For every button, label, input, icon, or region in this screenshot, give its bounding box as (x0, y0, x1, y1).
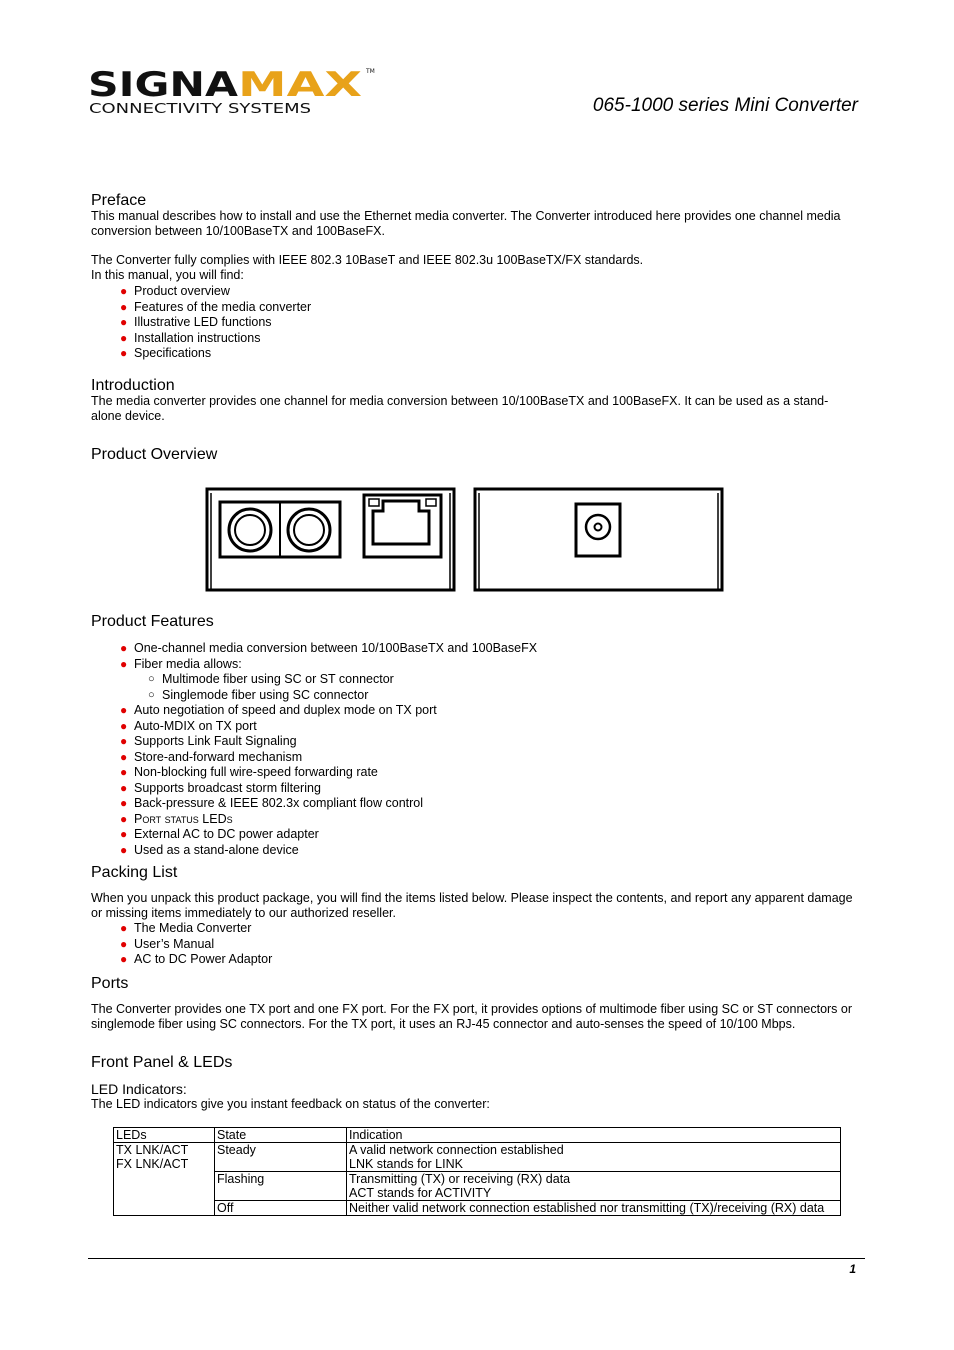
led-name: FX LNK/ACT (116, 1157, 189, 1171)
list-item: ● Product overview (120, 284, 230, 298)
features-list (120, 641, 537, 858)
bullet-icon: ● (120, 330, 128, 345)
list-item: ● Used as a stand-alone device (120, 842, 299, 857)
bullet-icon: ● (120, 315, 128, 329)
preface-list (120, 284, 311, 362)
bullet-icon: ● (120, 299, 128, 314)
list-item: ● External AC to DC power adapter (120, 827, 319, 841)
indication-cell: Transmitting (TX) or receiving (RX) data ACT stands for ACTIVITY (347, 1172, 841, 1201)
bullet-icon: ● (120, 734, 128, 748)
bullet-icon: ● (120, 703, 128, 717)
list-item: ● Non-blocking full wire-speed forwarding rate (120, 765, 378, 779)
introduction-heading: Introduction (91, 377, 175, 394)
sub-list-item: ○ Singlemode fiber using SC connector (148, 687, 369, 702)
table-row (114, 1143, 841, 1172)
list-item: ● Installation instructions (120, 330, 261, 345)
list-item: ● The Media Converter (120, 921, 252, 935)
indication-cell: A valid network connection established LNK stands for LINK (347, 1143, 841, 1172)
ports-heading: Ports (91, 975, 129, 992)
introduction-paragraph: The media converter provides one channel for media conversion between 10/100BaseTX and 100BaseFX. It can be used as a stand-alone device. (91, 394, 829, 423)
bullet-icon: ● (120, 284, 128, 298)
bullet-icon: ● (120, 921, 128, 935)
dc-power-jack-icon (576, 504, 620, 556)
table-row (114, 1172, 841, 1201)
overview-heading: Product Overview (91, 446, 218, 463)
bullet-icon: ● (120, 952, 128, 966)
table-header-row (114, 1128, 841, 1143)
list-item: ● Port status LEDs (120, 811, 233, 826)
front-panel-drawing (207, 489, 454, 590)
preface-paragraph-1: This manual describes how to install and use the Ethernet media converter. The Converter introduced here provides one channel media conversion between 10/100BaseTX and 100BaseFX. (91, 209, 841, 238)
signamax-logo (88, 66, 378, 118)
bullet-icon: ● (120, 656, 128, 671)
list-item: ● Auto negotiation of speed and duplex mode on TX port (120, 703, 437, 717)
list-item: ● Supports broadcast storm filtering (120, 780, 321, 795)
bullet-icon: ● (120, 811, 128, 826)
leds-cell (114, 1143, 215, 1216)
table-row (114, 1201, 841, 1216)
logo-tm: TM (366, 68, 375, 75)
led-intro-paragraph: The LED indicators give you instant feedback on status of the converter: (91, 1097, 490, 1111)
table-header-cell: LEDs (114, 1128, 215, 1143)
logo-wordmark-dark: SIGNA (88, 66, 239, 105)
list-item: ● Specifications (120, 346, 212, 360)
state-cell: Steady (215, 1143, 347, 1172)
list-item: ● Supports Link Fault Signaling (120, 734, 297, 748)
packing-paragraph: When you unpack this product package, you will find the items listed below. Please inspect the contents, and report any apparent damage or missing items immediately to our authorized reseller. (91, 891, 853, 920)
page-number: 1 (849, 1262, 856, 1276)
preface-paragraph-3: In this manual, you will find: (91, 268, 244, 282)
rear-panel-drawing (475, 489, 722, 590)
document-title: 065-1000 series Mini Converter (592, 95, 858, 116)
list-item: ● AC to DC Power Adaptor (120, 952, 273, 966)
logo-subtext: CONNECTIVITY SYSTEMS (89, 102, 311, 117)
bullet-icon: ● (120, 346, 128, 360)
bullet-icon: ● (120, 936, 128, 951)
product-panel-diagram (205, 487, 725, 593)
fiber-sublist (134, 672, 537, 703)
packing-list (120, 921, 272, 968)
list-item: ● Illustrative LED functions (120, 315, 272, 329)
rj45-port-icon (364, 495, 441, 557)
packing-heading: Packing List (91, 864, 178, 881)
bullet-icon: ● (120, 796, 128, 810)
led-indicators-heading: LED Indicators: (91, 1081, 187, 1097)
bullet-icon: ● (120, 780, 128, 795)
indication-cell: Neither valid network connection established nor transmitting (TX)/receiving (RX) data (347, 1201, 841, 1216)
bullet-icon: ● (120, 842, 128, 857)
features-heading: Product Features (91, 613, 214, 630)
state-cell: Flashing (215, 1172, 347, 1201)
led-table (113, 1127, 841, 1216)
front-panel-heading: Front Panel & LEDs (91, 1054, 233, 1071)
state-cell: Off (215, 1201, 347, 1216)
bullet-icon: ● (120, 827, 128, 841)
bullet-icon: ● (120, 765, 128, 779)
preface-paragraph-2: The Converter fully complies with IEEE 802.3 10BaseT and IEEE 802.3u 100BaseTX/FX standards. (91, 253, 644, 267)
preface-heading: Preface (91, 192, 147, 209)
led-name: TX LNK/ACT (116, 1143, 189, 1157)
list-item: ● One-channel media conversion between 10/100BaseTX and 100BaseFX (120, 641, 538, 655)
list-item: ● Back-pressure & IEEE 802.3x compliant flow control (120, 796, 424, 810)
list-item: ● User’s Manual (120, 936, 215, 951)
table-header-cell: Indication (347, 1128, 841, 1143)
sub-list-item: ○ Multimode fiber using SC or ST connector (148, 672, 394, 686)
list-item: ● Features of the media converter (120, 299, 312, 314)
bullet-icon: ● (120, 641, 128, 655)
ports-paragraph: The Converter provides one TX port and one FX port. For the FX port, it provides options of multimode fiber using SC or ST connectors or singlemode fiber using SC connectors. For the TX port, it uses an RJ-45 connector and auto-senses the speed of 10/100 Mbps. (91, 1002, 853, 1031)
footer-divider (88, 1258, 865, 1259)
circle-bullet-icon: ○ (148, 688, 155, 701)
circle-bullet-icon: ○ (148, 673, 155, 685)
fiber-sc-port-icon (220, 502, 340, 557)
table-header-cell: State (215, 1128, 347, 1143)
list-item: ● Auto-MDIX on TX port (120, 718, 257, 733)
logo-wordmark-accent: MAX (238, 66, 362, 105)
list-item: ● Store-and-forward mechanism (120, 749, 303, 764)
bullet-icon: ● (120, 718, 128, 733)
list-item: ● Fiber media allows: ○ Multimode fiber using SC or ST connector ○ Singlemode fiber using SC connector (120, 657, 537, 704)
bullet-icon: ● (120, 749, 128, 764)
